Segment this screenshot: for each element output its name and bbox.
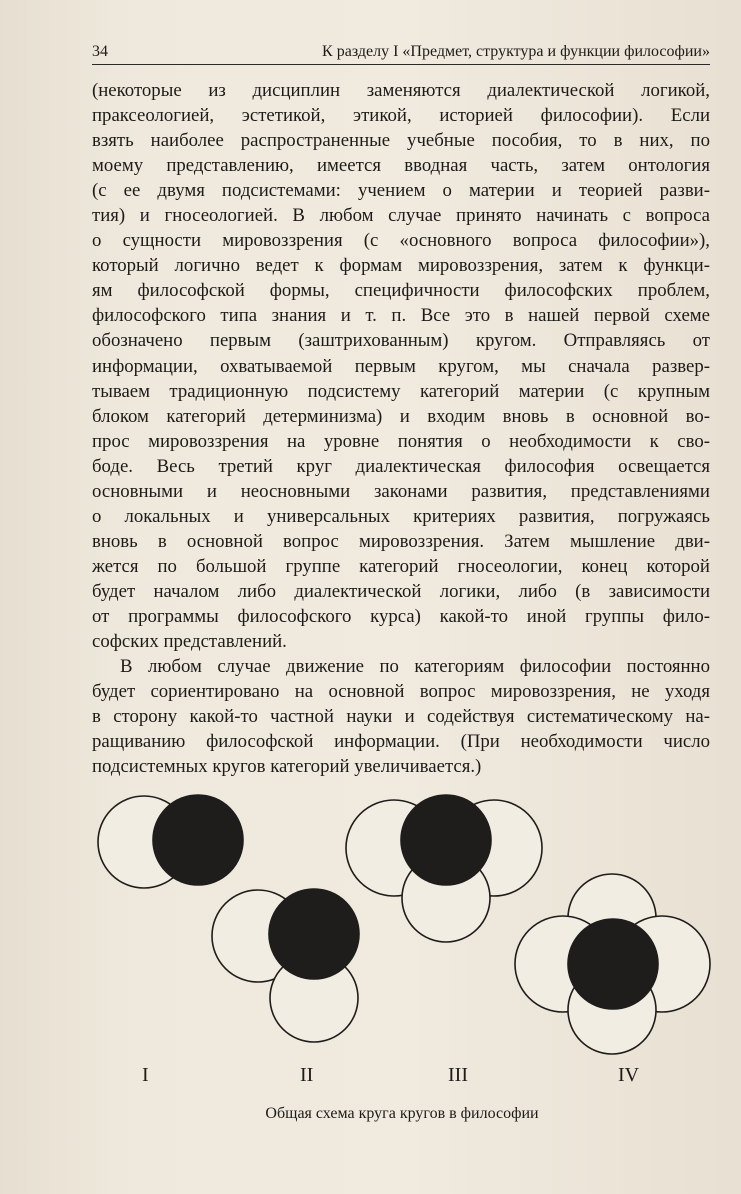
text-line: жется по большой группе категорий гносеологии, конец которой	[92, 555, 710, 577]
header-rule	[92, 64, 710, 65]
text-line: обозначено первым (заштрихованным) кругом. Отправляясь от	[92, 330, 710, 352]
text-line: будет сориентировано на основной вопрос мировоззрения, не уходя	[92, 681, 710, 703]
scheme-label-2: II	[300, 1064, 314, 1086]
circle-diagram	[92, 786, 722, 1086]
text-line: о локальных и универсальных критериях развития, погружаясь	[92, 505, 710, 527]
filled-circle	[401, 795, 491, 885]
text-line: основными и неосновными законами развития, представлениями	[92, 480, 710, 502]
scheme-4	[515, 874, 710, 1054]
text-line: философского типа знания и т. п. Все это в нашей первой схеме	[92, 305, 710, 327]
text-line: блоком категорий детерминизма) и входим вновь в основной во-	[92, 405, 710, 427]
text-line: праксеологией, эстетикой, этикой, историей философии). Если	[92, 105, 710, 127]
text-line: прос мировоззрения на уровне понятия о необходимости к сво-	[92, 430, 710, 452]
text-line: будет началом либо диалектической логики, либо (в зависимости	[92, 580, 710, 602]
text-line: о сущности мировоззрения (с «основного вопроса философии»),	[92, 230, 710, 252]
text-line: боде. Весь третий круг диалектическая философия освещается	[92, 455, 710, 477]
text-line: тия) и гносеологией. В любом случае принято начинать с вопроса	[92, 205, 710, 227]
text-line: в сторону какой-то частной науки и содействуя систематическому на-	[92, 706, 710, 728]
figure-caption: Общая схема круга кругов в философии	[265, 1105, 539, 1122]
text-line: от программы философского курса) какой-то иной группы фило-	[92, 605, 710, 627]
text-line: софских представлений.	[92, 631, 287, 653]
scheme-1	[98, 795, 243, 888]
text-line: вновь в основной вопрос мировоззрения. Затем мышление дви-	[92, 530, 710, 552]
page-header	[92, 42, 710, 64]
scheme-label-3: III	[448, 1064, 468, 1086]
text-line: (с ее двумя подсистемами: учением о материи и теорией разви-	[92, 180, 710, 202]
text-line: моему представлению, имеется вводная часть, затем онтология	[92, 155, 710, 177]
filled-circle	[153, 795, 243, 885]
text-line: В любом случае движение по категориям философии постоянно	[120, 656, 710, 678]
body-text	[92, 78, 710, 779]
scheme-label-4: IV	[618, 1064, 640, 1086]
filled-circle	[568, 919, 658, 1009]
circle-diagram-figure	[92, 786, 722, 1122]
scheme-3	[346, 795, 542, 942]
scheme-label-1: I	[142, 1064, 149, 1086]
text-line: взять наиболее распространенные учебные пособия, то в них, по	[92, 130, 710, 152]
text-line: тываем традиционную подсистему категорий материи (с крупным	[92, 380, 710, 402]
text-line: ям философской формы, специфичности философских проблем,	[92, 280, 710, 302]
text-line: ращиванию философской информации. (При необходимости число	[92, 731, 710, 753]
page-number: 34	[92, 43, 108, 60]
text-line: который логично ведет к формам мировоззрения, затем к функци-	[92, 255, 710, 277]
text-line: информации, охватываемой первым кругом, мы сначала развер-	[92, 355, 710, 377]
filled-circle	[269, 889, 359, 979]
text-line: подсистемных кругов категорий увеличивается.)	[92, 756, 482, 778]
text-line: (некоторые из дисциплин заменяются диалектической логикой,	[92, 80, 710, 101]
running-title: К разделу I «Предмет, структура и функции философии»	[322, 43, 710, 60]
scheme-2	[212, 889, 359, 1042]
